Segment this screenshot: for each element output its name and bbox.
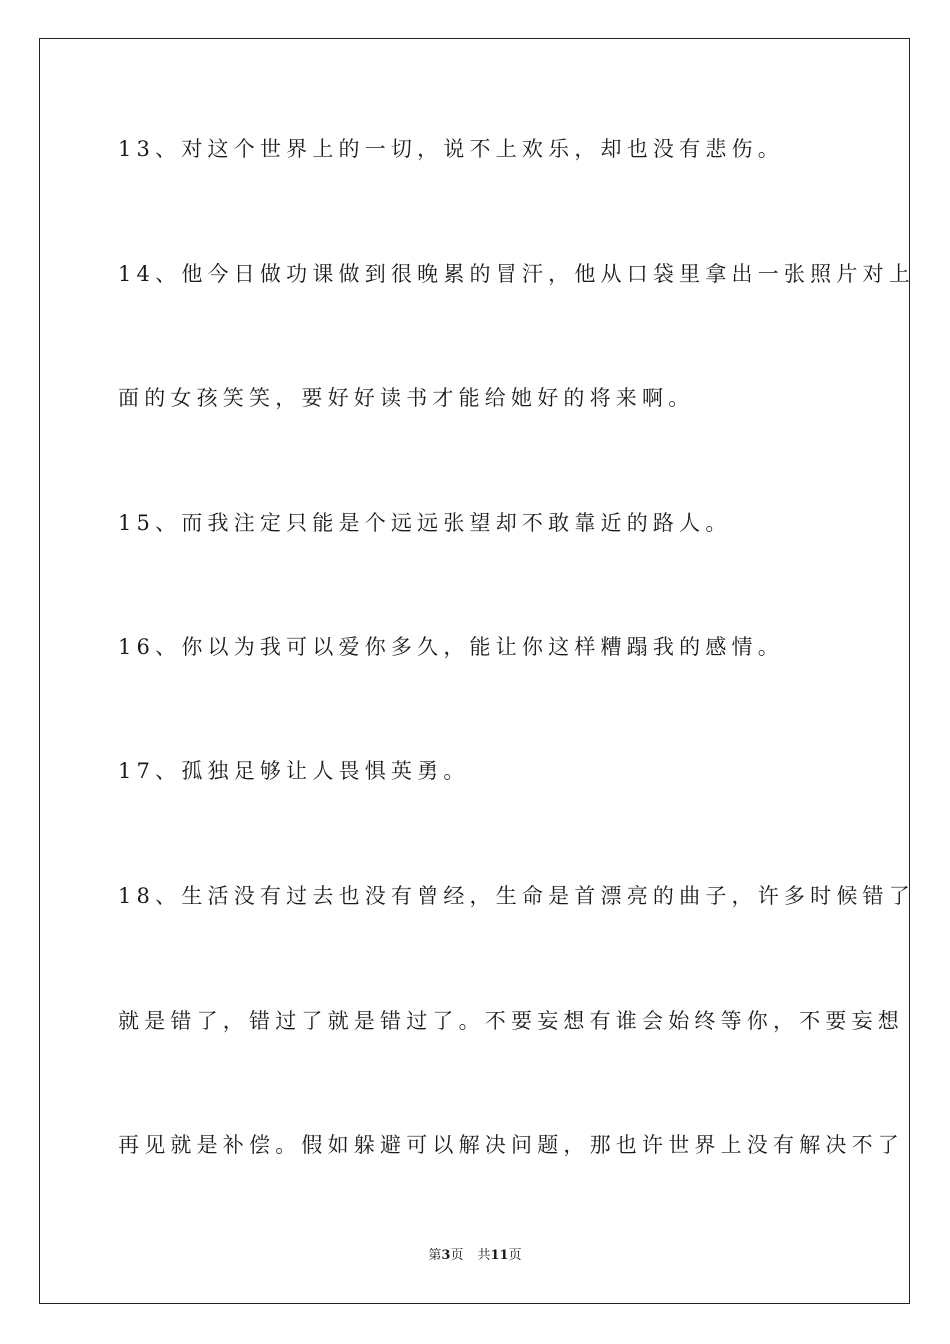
page-footer [0, 1249, 950, 1262]
text-line-item-14-cont: 面的女孩笑笑，要好好读书才能给她好的将来啊。 [118, 386, 695, 410]
total-pages: 11 [490, 1248, 509, 1263]
text-line-item-15: 15、而我注定只能是个远远张望却不敢靠近的路人。 [118, 511, 732, 535]
page-suffix: 页 [450, 1248, 464, 1263]
total-suffix: 页 [508, 1248, 522, 1263]
page-prefix: 第 [428, 1248, 442, 1263]
text-line-item-17: 17、孤独足够让人畏惧英勇。 [118, 759, 470, 783]
text-line-item-16: 16、你以为我可以爱你多久，能让你这样糟蹋我的感情。 [118, 635, 784, 659]
page-border [39, 38, 915, 1304]
text-line-item-18-cont-1: 就是错了，错过了就是错过了。不要妄想有谁会始终等你，不要妄想 [118, 1009, 904, 1033]
text-line-item-18-cont-2: 再见就是补偿。假如躲避可以解决问题，那也许世界上没有解决不了 [118, 1133, 904, 1157]
page-number: 3 [441, 1248, 451, 1263]
total-prefix: 共 [477, 1248, 491, 1263]
text-line-item-13: 13、对这个世界上的一切，说不上欢乐，却也没有悲伤。 [118, 137, 784, 161]
text-line-item-14: 14、他今日做功课做到很晚累的冒汗，他从口袋里拿出一张照片对上 [118, 262, 915, 286]
text-line-item-18: 18、生活没有过去也没有曾经，生命是首漂亮的曲子，许多时候错了 [118, 884, 915, 908]
